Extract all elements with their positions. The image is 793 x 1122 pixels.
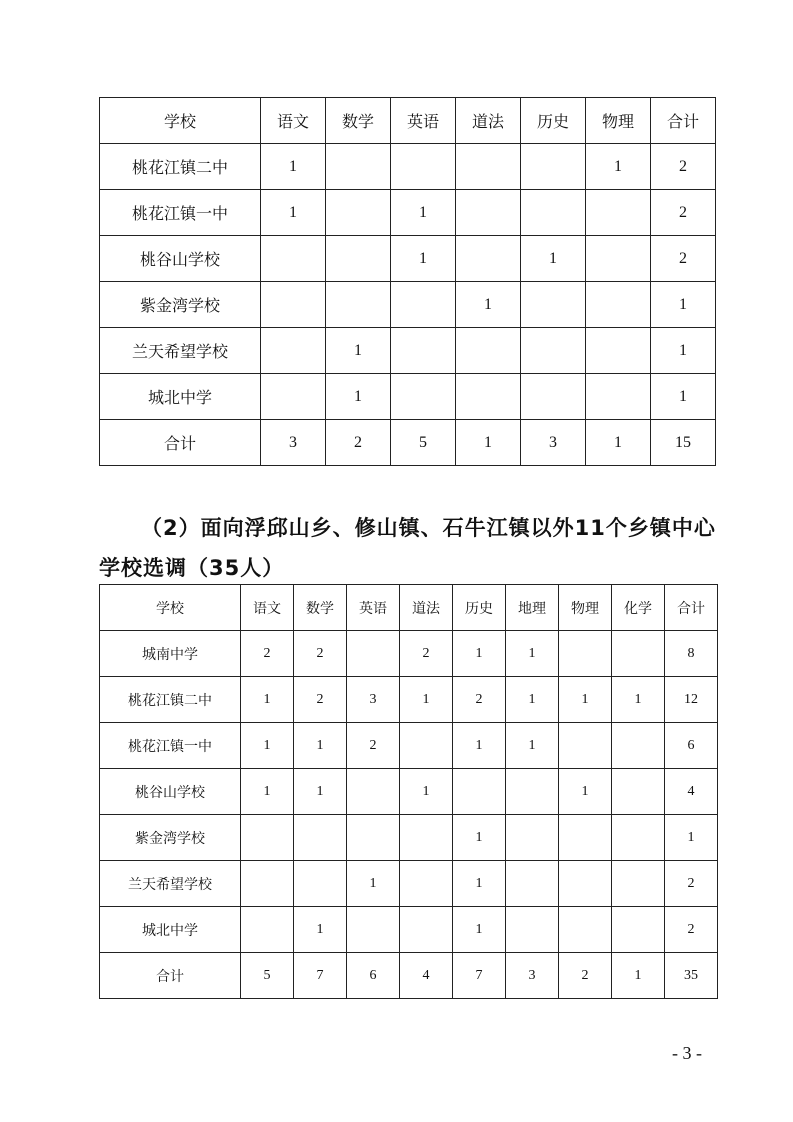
- count-cell: 2: [651, 144, 716, 190]
- count-cell: [612, 815, 665, 861]
- count-cell: [586, 190, 651, 236]
- column-header: 合计: [651, 98, 716, 144]
- count-cell: [586, 236, 651, 282]
- count-cell: 7: [294, 953, 347, 999]
- table-row: [100, 282, 716, 328]
- count-cell: 1: [391, 190, 456, 236]
- column-header: 合计: [665, 585, 718, 631]
- count-cell: 4: [400, 953, 453, 999]
- count-cell: [400, 723, 453, 769]
- column-header: 化学: [612, 585, 665, 631]
- count-cell: [612, 723, 665, 769]
- school-name-cell: 兰天希望学校: [100, 328, 261, 374]
- table-row: [100, 144, 716, 190]
- count-cell: [326, 190, 391, 236]
- count-cell: 2: [294, 631, 347, 677]
- count-cell: 1: [456, 420, 521, 466]
- school-name-cell: 紫金湾学校: [100, 282, 261, 328]
- count-cell: [586, 282, 651, 328]
- count-cell: 2: [651, 236, 716, 282]
- count-cell: [506, 769, 559, 815]
- column-header: 语文: [261, 98, 326, 144]
- column-header: 物理: [559, 585, 612, 631]
- count-cell: [261, 374, 326, 420]
- table-row: [100, 420, 716, 466]
- count-cell: 1: [391, 236, 456, 282]
- school-name-cell: 桃花江镇二中: [100, 677, 241, 723]
- column-header: 学校: [100, 585, 241, 631]
- count-cell: [521, 374, 586, 420]
- count-cell: [456, 374, 521, 420]
- count-cell: 1: [261, 144, 326, 190]
- count-cell: [400, 907, 453, 953]
- count-cell: 1: [521, 236, 586, 282]
- count-cell: 1: [400, 677, 453, 723]
- count-cell: 1: [294, 907, 347, 953]
- count-cell: [521, 144, 586, 190]
- count-cell: [612, 861, 665, 907]
- count-cell: 1: [400, 769, 453, 815]
- count-cell: 3: [506, 953, 559, 999]
- count-cell: 6: [347, 953, 400, 999]
- column-header: 历史: [521, 98, 586, 144]
- count-cell: [559, 815, 612, 861]
- count-cell: 2: [665, 907, 718, 953]
- count-cell: 1: [506, 631, 559, 677]
- count-cell: [612, 769, 665, 815]
- count-cell: 1: [294, 769, 347, 815]
- school-name-cell: 兰天希望学校: [100, 861, 241, 907]
- count-cell: 1: [651, 282, 716, 328]
- count-cell: [559, 723, 612, 769]
- count-cell: 1: [665, 815, 718, 861]
- school-name-cell: 桃花江镇二中: [100, 144, 261, 190]
- count-cell: 1: [453, 723, 506, 769]
- count-cell: 2: [326, 420, 391, 466]
- count-cell: 3: [261, 420, 326, 466]
- count-cell: [400, 815, 453, 861]
- count-cell: [521, 190, 586, 236]
- table-row: [100, 769, 718, 815]
- count-cell: [559, 907, 612, 953]
- count-cell: [391, 328, 456, 374]
- column-header: 道法: [400, 585, 453, 631]
- school-name-cell: 合计: [100, 953, 241, 999]
- count-cell: 2: [241, 631, 294, 677]
- column-header: 英语: [391, 98, 456, 144]
- table-row: [100, 190, 716, 236]
- count-cell: [400, 861, 453, 907]
- count-cell: 2: [665, 861, 718, 907]
- count-cell: 1: [559, 769, 612, 815]
- school-name-cell: 桃谷山学校: [100, 769, 241, 815]
- school-name-cell: 城北中学: [100, 907, 241, 953]
- count-cell: 1: [651, 328, 716, 374]
- count-cell: 1: [612, 677, 665, 723]
- count-cell: 1: [261, 190, 326, 236]
- count-cell: [586, 328, 651, 374]
- count-cell: 1: [347, 861, 400, 907]
- count-cell: [261, 328, 326, 374]
- count-cell: [391, 374, 456, 420]
- column-header: 数学: [326, 98, 391, 144]
- count-cell: [241, 907, 294, 953]
- count-cell: [559, 861, 612, 907]
- count-cell: [347, 631, 400, 677]
- count-cell: [521, 282, 586, 328]
- count-cell: 8: [665, 631, 718, 677]
- school-name-cell: 城南中学: [100, 631, 241, 677]
- header-row: [100, 585, 718, 631]
- column-header: 历史: [453, 585, 506, 631]
- count-cell: [453, 769, 506, 815]
- count-cell: [506, 815, 559, 861]
- column-header: 地理: [506, 585, 559, 631]
- count-cell: [559, 631, 612, 677]
- count-cell: [347, 769, 400, 815]
- count-cell: 5: [241, 953, 294, 999]
- table-row: [100, 953, 718, 999]
- count-cell: 4: [665, 769, 718, 815]
- school-name-cell: 城北中学: [100, 374, 261, 420]
- count-cell: 2: [294, 677, 347, 723]
- count-cell: [612, 907, 665, 953]
- count-cell: 1: [326, 374, 391, 420]
- count-cell: [456, 236, 521, 282]
- count-cell: 7: [453, 953, 506, 999]
- count-cell: 1: [453, 631, 506, 677]
- table-row: [100, 631, 718, 677]
- column-header: 英语: [347, 585, 400, 631]
- column-header: 语文: [241, 585, 294, 631]
- page-number: - 3 -: [672, 1043, 702, 1063]
- column-header: 学校: [100, 98, 261, 144]
- count-cell: 1: [241, 723, 294, 769]
- school-name-cell: 桃谷山学校: [100, 236, 261, 282]
- count-cell: [326, 282, 391, 328]
- count-cell: [347, 815, 400, 861]
- school-name-cell: 紫金湾学校: [100, 815, 241, 861]
- count-cell: 1: [612, 953, 665, 999]
- count-cell: 1: [456, 282, 521, 328]
- count-cell: 1: [586, 144, 651, 190]
- count-cell: 2: [559, 953, 612, 999]
- count-cell: 15: [651, 420, 716, 466]
- count-cell: 1: [651, 374, 716, 420]
- column-header: 道法: [456, 98, 521, 144]
- table-first-allocation: [99, 97, 716, 466]
- count-cell: [261, 236, 326, 282]
- count-cell: 2: [400, 631, 453, 677]
- count-cell: 3: [521, 420, 586, 466]
- count-cell: [261, 282, 326, 328]
- table-second-allocation: [99, 584, 718, 999]
- count-cell: [506, 907, 559, 953]
- count-cell: [456, 144, 521, 190]
- school-name-cell: 桃花江镇一中: [100, 723, 241, 769]
- section-heading: （2）面向浮邱山乡、修山镇、石牛江镇以外11个乡镇中心学校选调（35人）: [99, 516, 716, 580]
- count-cell: 1: [586, 420, 651, 466]
- count-cell: [294, 861, 347, 907]
- count-cell: 1: [294, 723, 347, 769]
- count-cell: 1: [506, 677, 559, 723]
- table-row: [100, 723, 718, 769]
- count-cell: 2: [347, 723, 400, 769]
- count-cell: [391, 282, 456, 328]
- table-row: [100, 677, 718, 723]
- column-header: 数学: [294, 585, 347, 631]
- header-row: [100, 98, 716, 144]
- count-cell: 5: [391, 420, 456, 466]
- count-cell: [391, 144, 456, 190]
- table-row: [100, 236, 716, 282]
- count-cell: [586, 374, 651, 420]
- count-cell: [506, 861, 559, 907]
- count-cell: 1: [241, 677, 294, 723]
- count-cell: 1: [453, 907, 506, 953]
- count-cell: 3: [347, 677, 400, 723]
- count-cell: 1: [453, 861, 506, 907]
- count-cell: 1: [559, 677, 612, 723]
- count-cell: [326, 236, 391, 282]
- count-cell: 35: [665, 953, 718, 999]
- school-name-cell: 桃花江镇一中: [100, 190, 261, 236]
- count-cell: [521, 328, 586, 374]
- table-row: [100, 374, 716, 420]
- table-row: [100, 328, 716, 374]
- count-cell: 1: [453, 815, 506, 861]
- count-cell: [612, 631, 665, 677]
- count-cell: [326, 144, 391, 190]
- column-header: 物理: [586, 98, 651, 144]
- count-cell: 1: [241, 769, 294, 815]
- count-cell: [456, 190, 521, 236]
- school-name-cell: 合计: [100, 420, 261, 466]
- count-cell: [241, 861, 294, 907]
- count-cell: [347, 907, 400, 953]
- count-cell: 6: [665, 723, 718, 769]
- count-cell: [456, 328, 521, 374]
- table-row: [100, 815, 718, 861]
- table-row: [100, 907, 718, 953]
- count-cell: [241, 815, 294, 861]
- count-cell: 2: [453, 677, 506, 723]
- count-cell: [294, 815, 347, 861]
- table-row: [100, 861, 718, 907]
- count-cell: 12: [665, 677, 718, 723]
- count-cell: 1: [506, 723, 559, 769]
- count-cell: 2: [651, 190, 716, 236]
- count-cell: 1: [326, 328, 391, 374]
